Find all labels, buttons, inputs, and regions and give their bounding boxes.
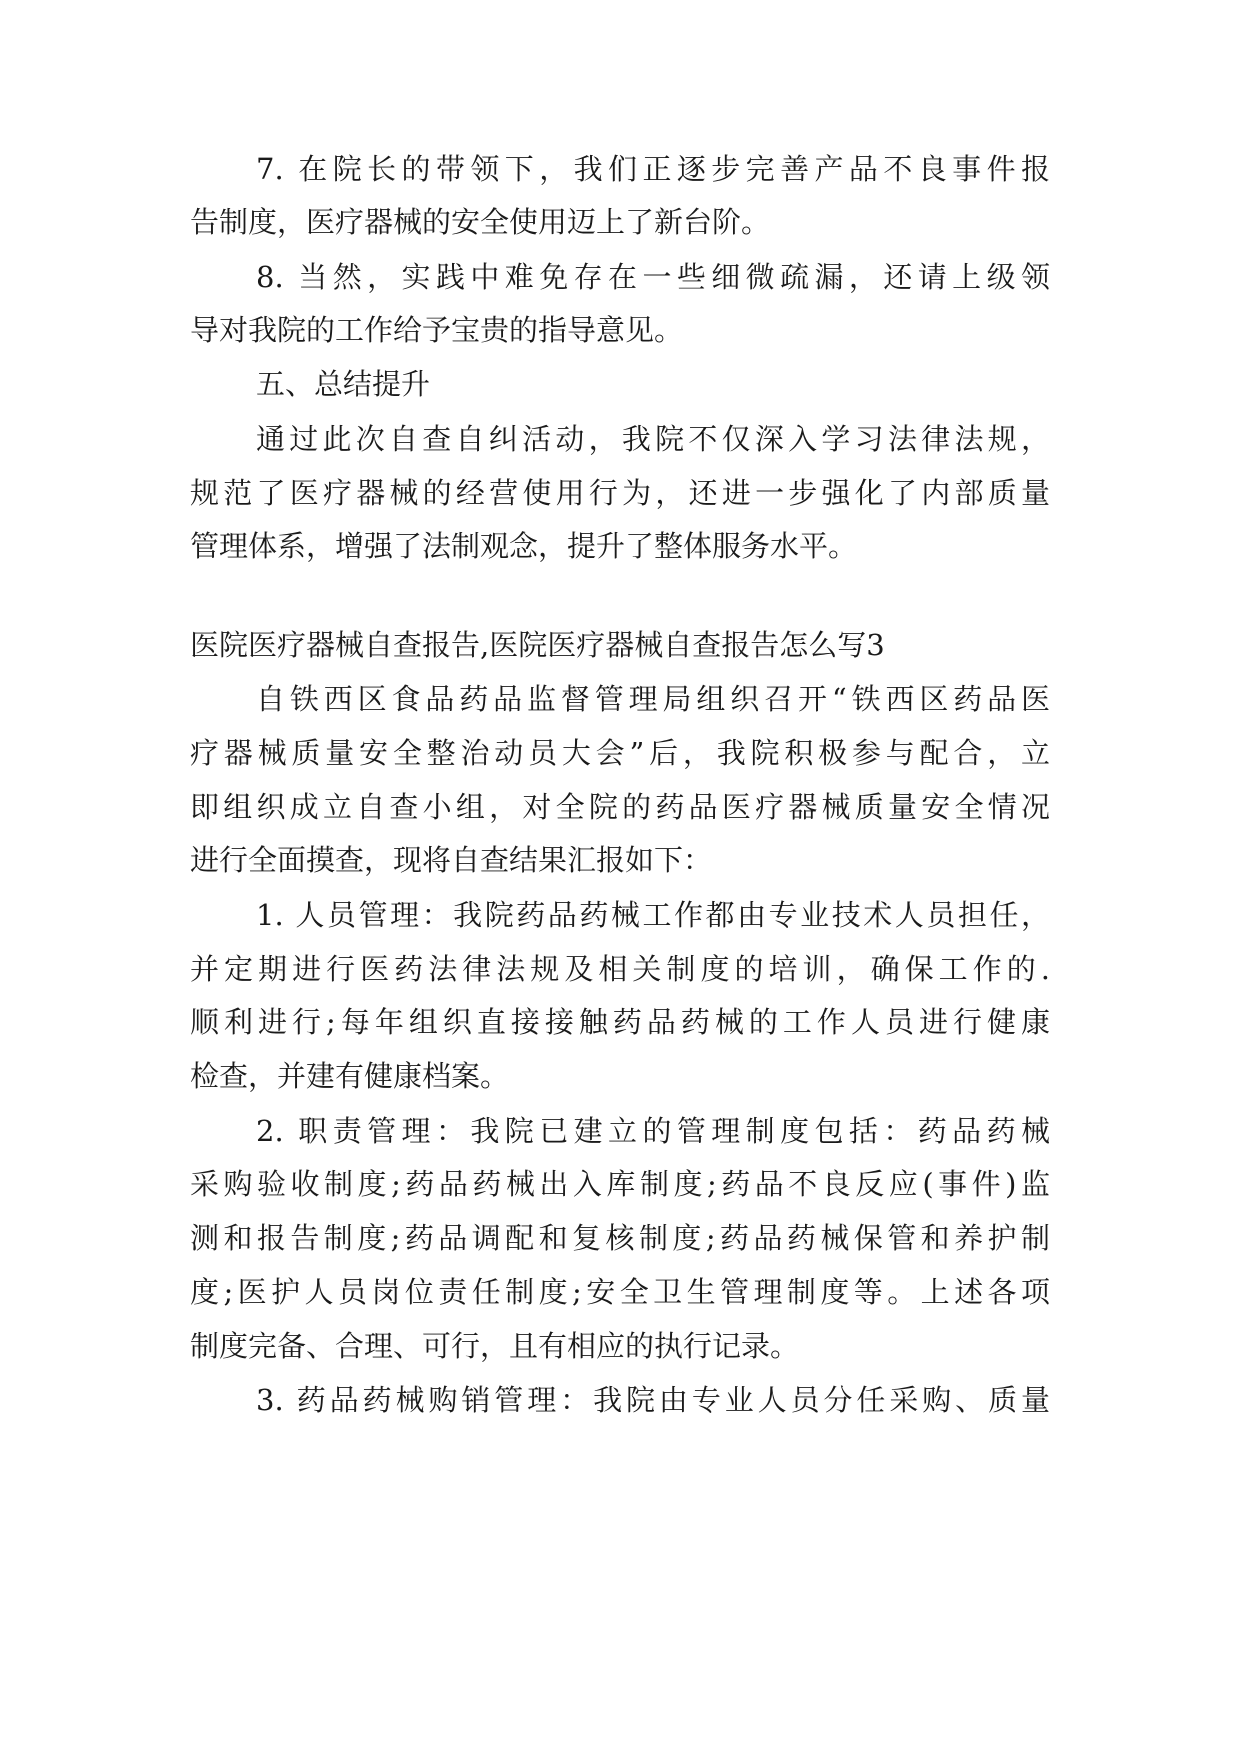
paragraph-7-line-1: 7. 在院长的带领下，我们正逐步完善产品不良事件报 — [256, 152, 1050, 186]
paragraph-8-line-1: 8. 当然，实践中难免存在一些细微疏漏，还请上级领 — [256, 260, 1050, 294]
intro-line-4: 进行全面摸查，现将自查结果汇报如下： — [190, 843, 713, 877]
item-2-line-3: 测和报告制度;药品调配和复核制度;药品药械保管和养护制 — [190, 1221, 1050, 1255]
item-1-line-1: 1. 人员管理：我院药品药械工作都由专业技术人员担任， — [256, 898, 1050, 932]
item-1-line-2: 并定期进行医药法律法规及相关制度的培训，确保工作的. — [190, 952, 1050, 986]
intro-line-2: 疗器械质量安全整治动员大会”后，我院积极参与配合，立 — [190, 736, 1050, 770]
summary-line-1: 通过此次自查自纠活动，我院不仅深入学习法律法规， — [256, 422, 1050, 456]
paragraph-7-line-2: 告制度，医疗器械的安全使用迈上了新台阶。 — [190, 205, 771, 239]
item-2-line-1: 2. 职责管理：我院已建立的管理制度包括：药品药械 — [256, 1114, 1050, 1148]
item-2-line-5: 制度完备、合理、可行，且有相应的执行记录。 — [190, 1329, 800, 1363]
summary-line-3: 管理体系，增强了法制观念，提升了整体服务水平。 — [190, 529, 858, 563]
item-2-line-4: 度;医护人员岗位责任制度;安全卫生管理制度等。上述各项 — [190, 1275, 1050, 1309]
item-1-line-3: 顺利进行;每年组织直接接触药品药械的工作人员进行健康 — [190, 1005, 1050, 1039]
item-3-line-1: 3. 药品药械购销管理：我院由专业人员分任采购、质量 — [256, 1383, 1050, 1417]
report-title-3: 医院医疗器械自查报告,医院医疗器械自查报告怎么写3 — [190, 628, 885, 662]
paragraph-8-line-2: 导对我院的工作给予宝贵的指导意见。 — [190, 313, 684, 347]
intro-line-1: 自铁西区食品药品监督管理局组织召开“铁西区药品医 — [256, 682, 1050, 716]
summary-line-2: 规范了医疗器械的经营使用行为，还进一步强化了内部质量 — [190, 476, 1050, 510]
intro-line-3: 即组织成立自查小组，对全院的药品医疗器械质量安全情况 — [190, 790, 1050, 824]
section-heading-5: 五、总结提升 — [256, 367, 431, 401]
item-2-line-2: 采购验收制度;药品药械出入库制度;药品不良反应(事件)监 — [190, 1167, 1050, 1201]
item-1-line-4: 检查，并建有健康档案。 — [190, 1059, 510, 1093]
